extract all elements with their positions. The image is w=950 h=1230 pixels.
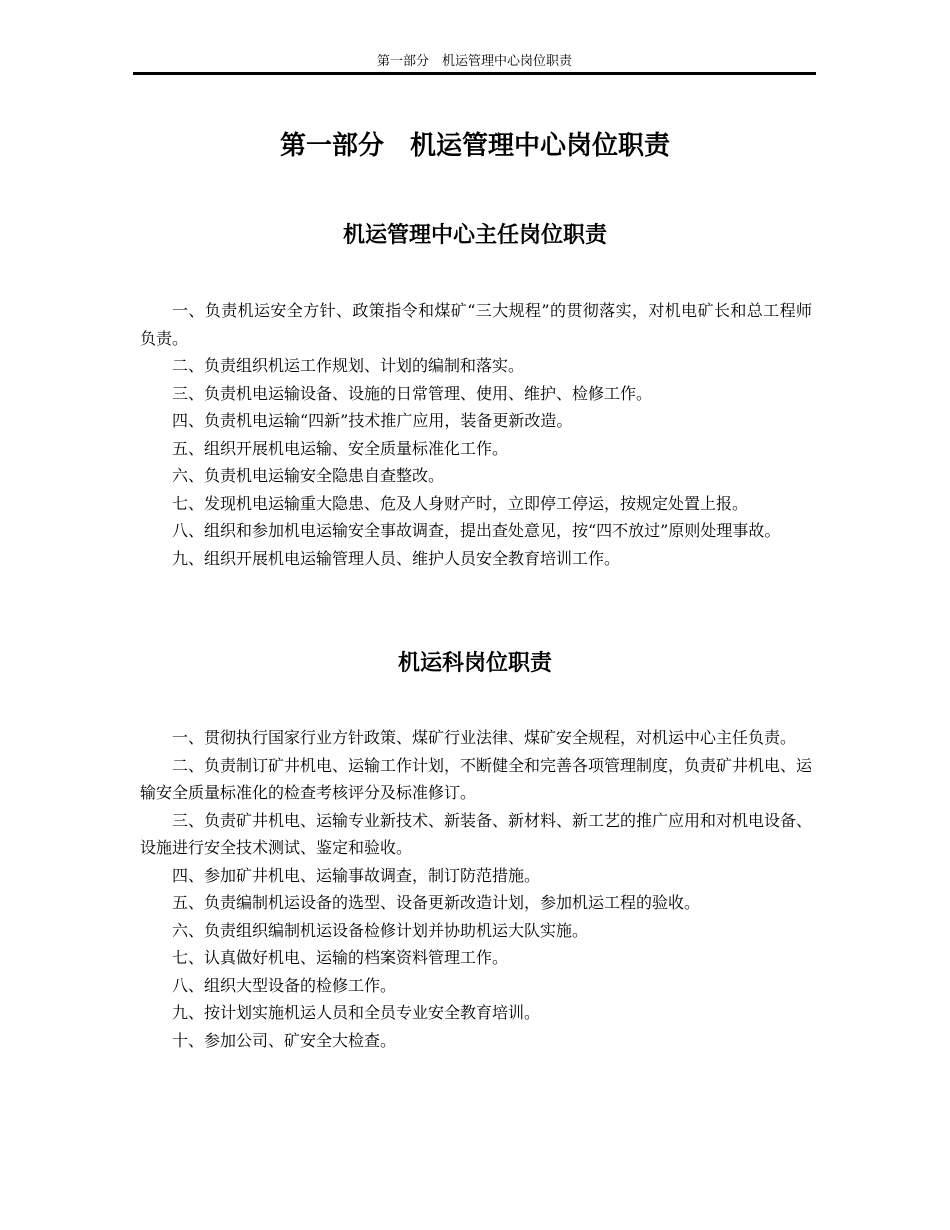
page-title: 第一部分 机运管理中心岗位职责	[279, 131, 670, 161]
duty-item: 九、组织开展机电运输管理人员、维护人员安全教育培训工作。	[172, 548, 621, 568]
section-title-director: 机运管理中心主任岗位职责	[342, 222, 607, 248]
duty-item: 七、发现机电运输重大隐患、危及人身财产时，立即停工停运，按规定处置上报。	[172, 493, 749, 513]
section-title-department: 机运科岗位职责	[397, 650, 552, 676]
duty-item: 九、按计划实施机运人员和全员专业安全教育培训。	[172, 1003, 541, 1022]
duty-item: 二、负责组织机运工作规划、计划的编制和落实。	[172, 356, 525, 375]
duty-item: 五、负责编制机运设备的选型、设备更新改造计划，参加机运工程的验收。	[172, 893, 701, 912]
section-director-duties	[140, 297, 812, 572]
duty-item: 二、负责制订矿井机电、运输工作计划，不断健全和完善各项管理制度，负责矿井机电、运输安全质量标准化的检查考核评分及标准修订。	[140, 755, 813, 802]
duty-item: 五、组织开展机电运输、安全质量标准化工作。	[172, 438, 509, 458]
duty-item: 七、认真做好机电、运输的档案资料管理工作。	[172, 948, 509, 967]
duty-item: 四、参加矿井机电、运输事故调查，制订防范措施。	[172, 865, 541, 885]
section-department-duties	[140, 724, 812, 1054]
duty-item: 一、贯彻执行国家行业方针政策、煤矿行业法律、煤矿安全规程，对机运中心主任负责。	[172, 728, 797, 747]
duty-item: 十、参加公司、矿安全大检查。	[172, 1030, 397, 1050]
header-rule	[133, 72, 816, 75]
duty-item: 三、负责矿井机电、运输专业新技术、新装备、新材料、新工艺的推广应用和对机电设备、设施进行安全技术测试、鉴定和验收。	[140, 810, 813, 857]
duty-item: 一、负责机运安全方针、政策指令和煤矿“三大规程”的贯彻落实，对机电矿长和总工程师负责。	[140, 301, 812, 348]
duty-item: 六、负责机电运输安全隐患自查整改。	[172, 466, 445, 485]
duty-item: 六、负责组织编制机运设备检修计划并协助机运大队实施。	[172, 920, 589, 940]
duty-item: 四、负责机电运输“四新”技术推广应用，装备更新改造。	[172, 411, 573, 430]
page-header: 第一部分 机运管理中心岗位职责	[376, 54, 572, 69]
duty-item: 八、组织和参加机电运输安全事故调查，提出查处意见，按“四不放过”原则处理事故。	[172, 521, 781, 540]
duty-item: 八、组织大型设备的检修工作。	[172, 975, 397, 995]
duty-item: 三、负责机电运输设备、设施的日常管理、使用、维护、检修工作。	[172, 383, 653, 403]
